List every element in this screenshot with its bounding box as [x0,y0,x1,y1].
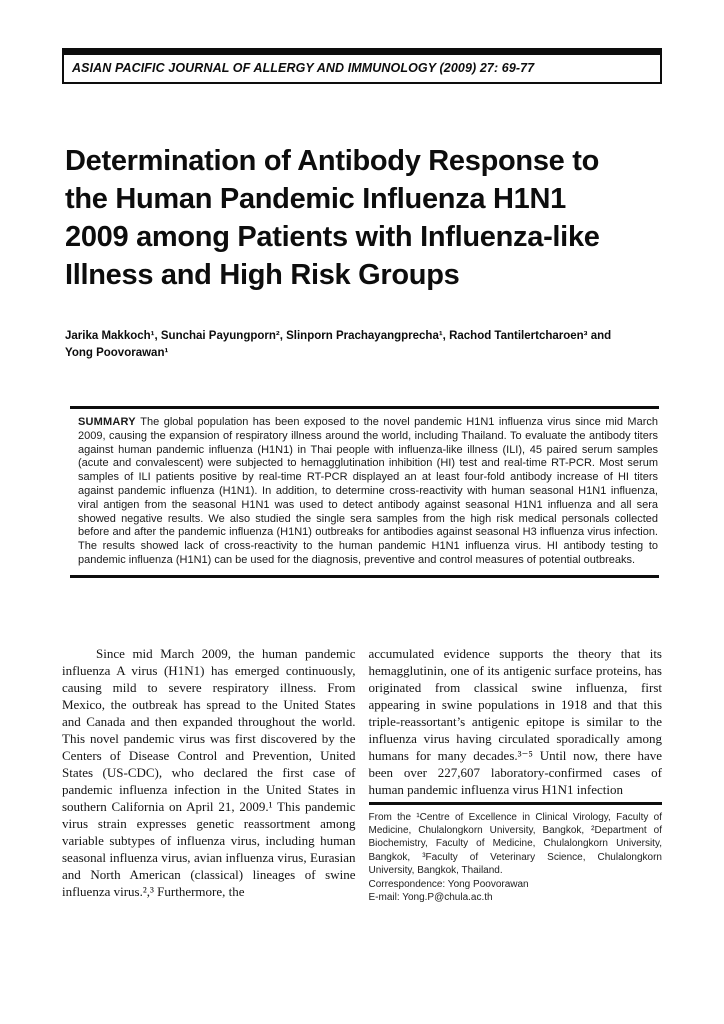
masthead-top-bar [62,48,662,55]
title-line-1: Determination of Antibody Response to [65,145,600,177]
left-column [62,645,356,904]
journal-masthead [62,48,662,84]
footnote-correspondence: Correspondence: Yong Poovorawan [368,878,529,890]
body-paragraph-left: Since mid March 2009, the human pandemic influenza A virus (H1N1) has emerged continuously, causing mild to severe respiratory illness. From Mexico, the outbreak has spread to the United States and Canada and then expanded throughout the world. This novel pandemic virus was first discovered by the Centers of Disease Control and Prevention, United States (US-CDC), who declared the first case of pandemic influenza infection in the United States in southern California on April 21, 2009.¹ This pandemic virus strain expresses genetic reassortment among variable subtypes of influenza virus, including human seasonal influenza virus, avian influenza virus, Eurasian and North American (classical) lineages of swine influenza virus.²,³ Furthermore, the [62,646,356,899]
journal-citation: ASIAN PACIFIC JOURNAL OF ALLERGY AND IMMUNOLOGY (2009) 27: 69-77 [72,61,535,75]
authors-line-2: Yong Poovorawan¹ [65,347,169,359]
author-list [65,328,611,362]
title-line-3: 2009 among Patients with Influenza-like [65,221,600,253]
footnote-rule [369,802,663,805]
footnote-affiliations: From the ¹Centre of Excellence in Clinical Virology, Faculty of Medicine, Chulalongkorn University, Bangkok, ²Department of Biochemistry, Faculty of Medicine, Chulalongkorn University, Bangkok, ³Faculty of Veterinary Science, Chulalongkorn University, Bangkok, Thailand. [368,811,662,877]
footnote-block [369,802,663,904]
right-column [369,645,663,904]
title-line-2: the Human Pandemic Influenza H1N1 [65,183,566,215]
summary-section [70,406,659,578]
footnote-email: E-mail: Yong.P@chula.ac.th [368,891,493,903]
masthead-box [62,55,662,84]
article-title [65,142,600,294]
summary-label: SUMMARY [78,416,136,428]
body-columns [62,645,662,904]
body-paragraph-right: accumulated evidence supports the theory that its hemagglutinin, one of its antigenic surface proteins, has originated from classical swine influenza, first appearing in swine populations in 1918 and that this triple-reassortant’s antigenic epitope is similar to the influenza virus having circulated sporadically among humans for many decades.³⁻⁵ Until now, there have been over 227,607 laboratory-confirmed cases of human pandemic influenza virus H1N1 infection [368,646,662,797]
summary-paragraph [70,416,659,568]
summary-text: The global population has been exposed to the novel pandemic H1N1 influenza virus since mid March 2009, causing the expansion of respiratory illness around the world, including Thailand. To evaluate the antibody titers against human pandemic influenza (H1N1) in Thai people with influenza-like illness (ILI), 45 paired serum samples (acute and convalescent) were subjected to hemagglutination inhibition (HI) test and real-time RT-PCR. Most serum samples of ILI patients positive by real-time RT-PCR displayed an at least four-fold antibody increase of HI titers against pandemic influenza (H1N1). In addition, to determine cross-reactivity with human seasonal H1N1 influenza, viral antigen from the seasonal H1N1 was used to detect antibody against seasonal H1N1 influenza and all sera showed negative results. We also studied the single sera samples from the high risk medical personals collected before and after the pandemic influenza (H1N1) outbreaks for antibodies against seasonal H3 influenza virus infection. The results showed lack of cross-reactivity to the human pandemic H1N1 influenza virus. HI antibody testing to pandemic influenza (H1N1) can be used for the diagnosis, preventive and control measures of potential outbreaks. [78,416,658,566]
authors-line-1: Jarika Makkoch¹, Sunchai Payungporn², Slinporn Prachayangprecha¹, Rachod Tantilertcharoen³ and [65,330,612,342]
title-line-4: Illness and High Risk Groups [65,259,460,291]
summary-bottom-rule [70,575,659,578]
summary-top-rule [70,406,659,409]
